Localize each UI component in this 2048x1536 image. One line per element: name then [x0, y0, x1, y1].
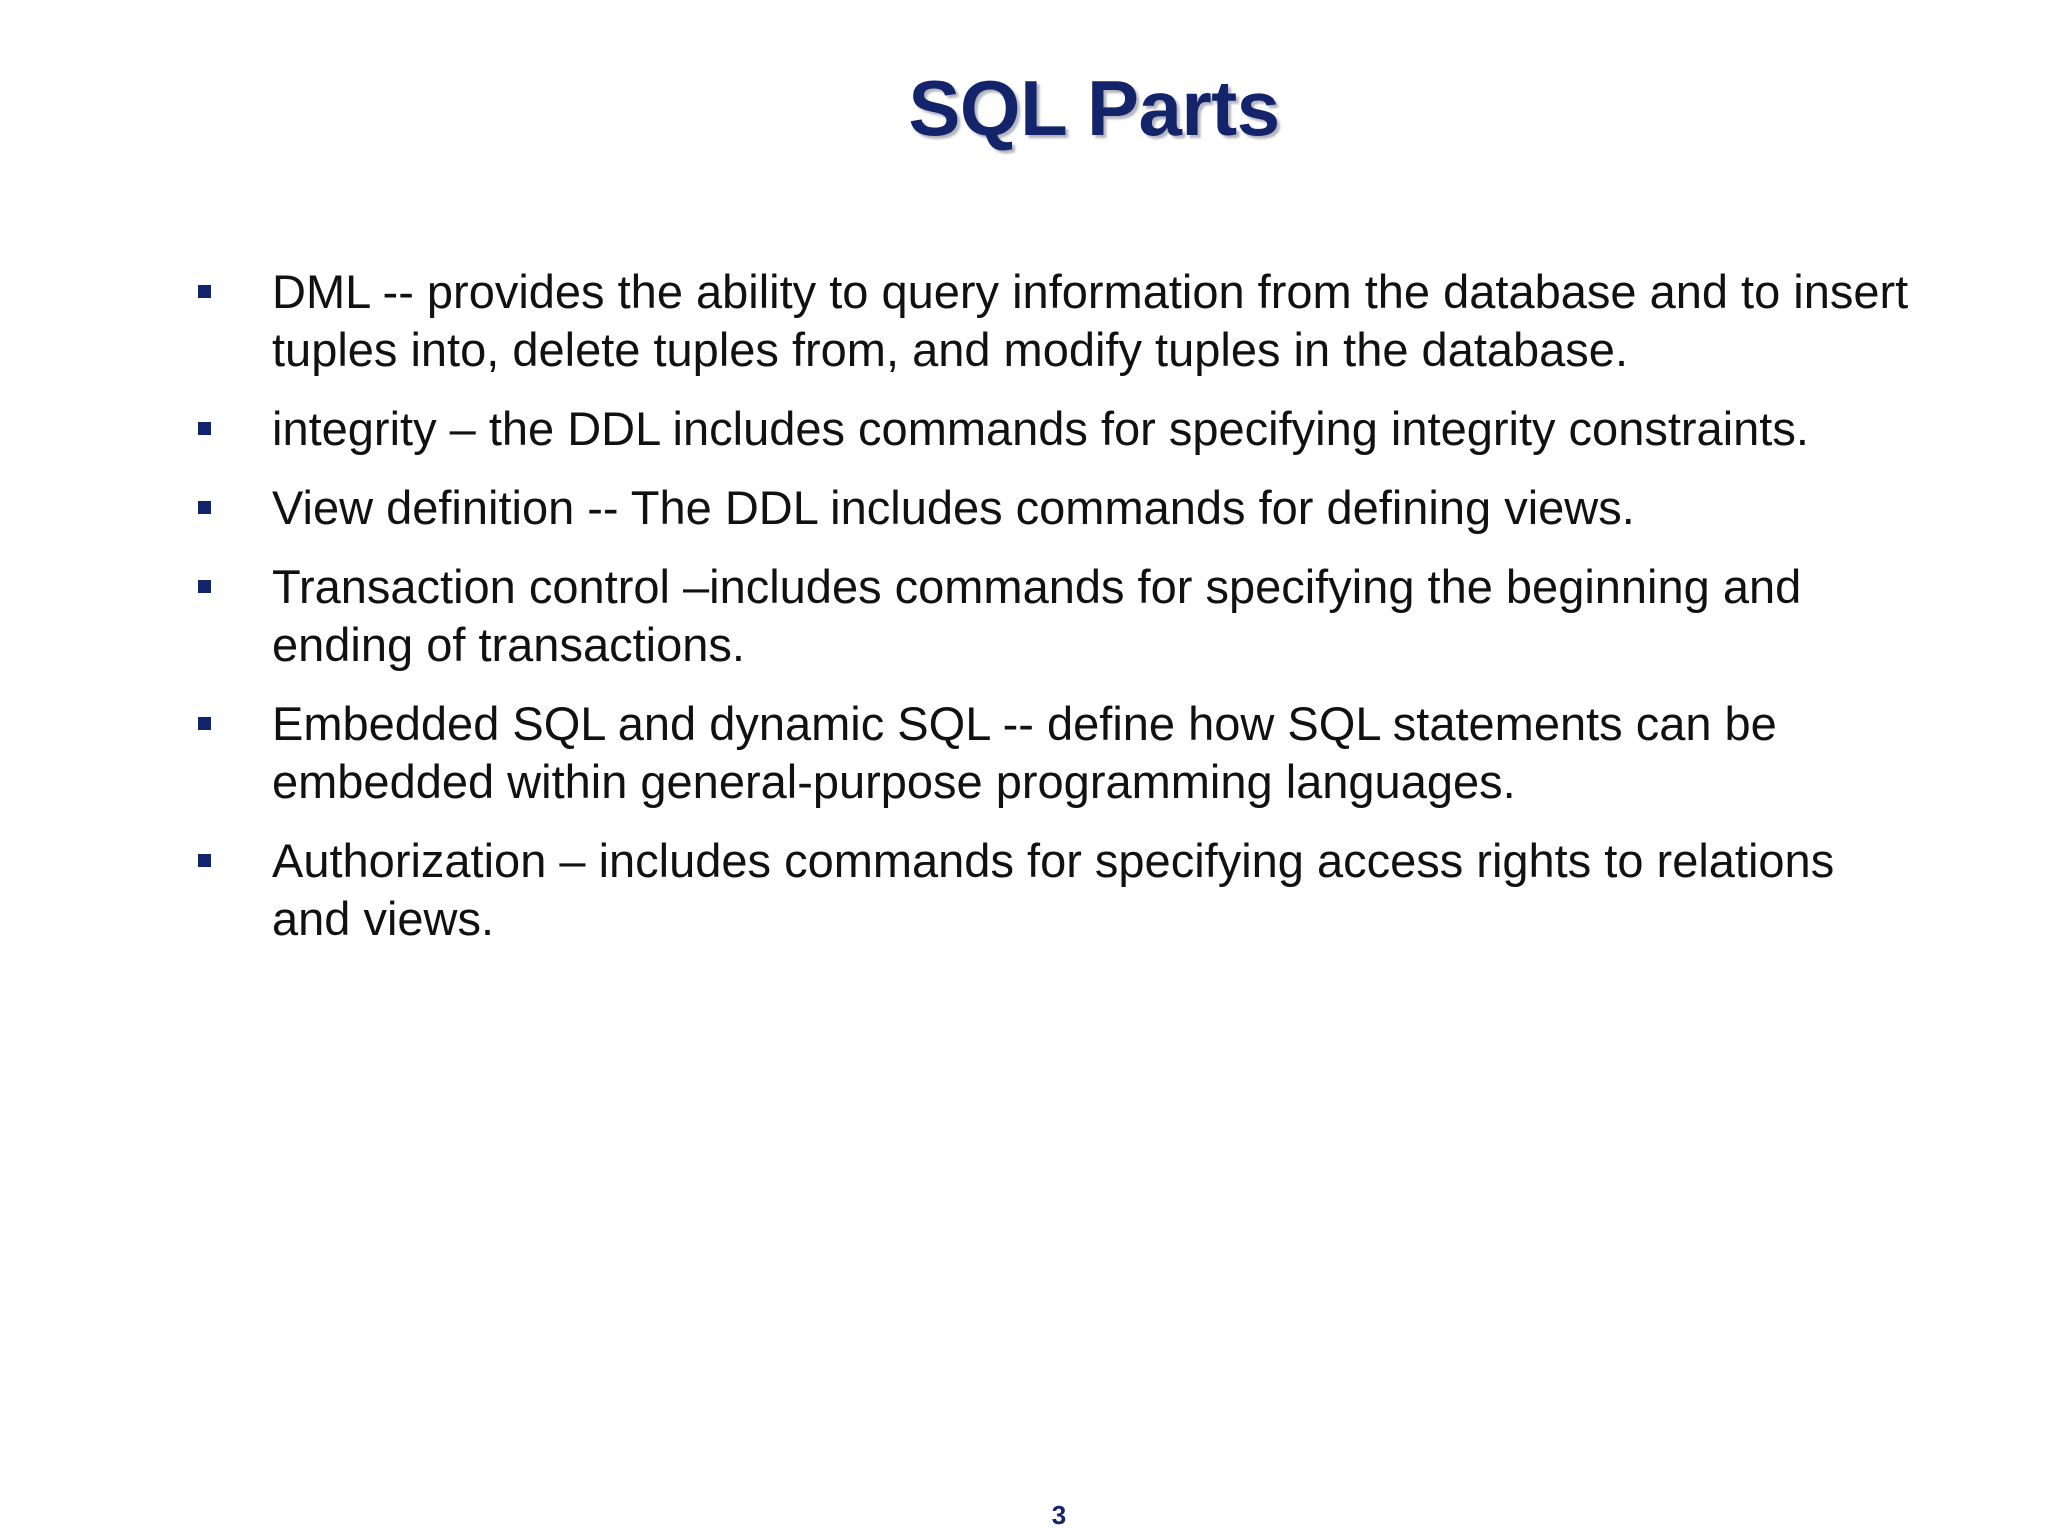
bullet-text: DML -- provides the ability to query information from the database and to insert tuples into, delete tuples from, and modify tuples in the database. [272, 265, 1909, 376]
bullet-item-authorization [196, 832, 1916, 948]
bullet-text: Transaction control –includes commands for specifying the beginning and ending of transactions. [272, 560, 1802, 671]
slide-title: SQL Parts [908, 64, 1280, 152]
bullet-text: Authorization – includes commands for specifying access rights to relations and views. [272, 834, 1835, 945]
bullet-text: Embedded SQL and dynamic SQL -- define how SQL statements can be embedded within general-purpose programming languages. [272, 697, 1777, 808]
page-number: 3 [1051, 1500, 1067, 1530]
square-bullet-icon [198, 422, 211, 435]
square-bullet-icon [198, 854, 211, 867]
square-bullet-icon [198, 717, 211, 730]
square-bullet-icon [198, 285, 211, 298]
square-bullet-icon [198, 580, 211, 593]
bullet-item-transaction-control [196, 558, 1916, 674]
bullet-list [196, 263, 1916, 969]
bullet-item-embedded-sql [196, 695, 1916, 811]
bullet-item-dml [196, 263, 1916, 379]
bullet-text: View definition -- The DDL includes commands for defining views. [272, 481, 1635, 534]
bullet-item-integrity [196, 400, 1916, 458]
square-bullet-icon [198, 501, 211, 514]
bullet-item-view-definition [196, 479, 1916, 537]
bullet-text: integrity – the DDL includes commands for specifying integrity constraints. [272, 402, 1809, 455]
